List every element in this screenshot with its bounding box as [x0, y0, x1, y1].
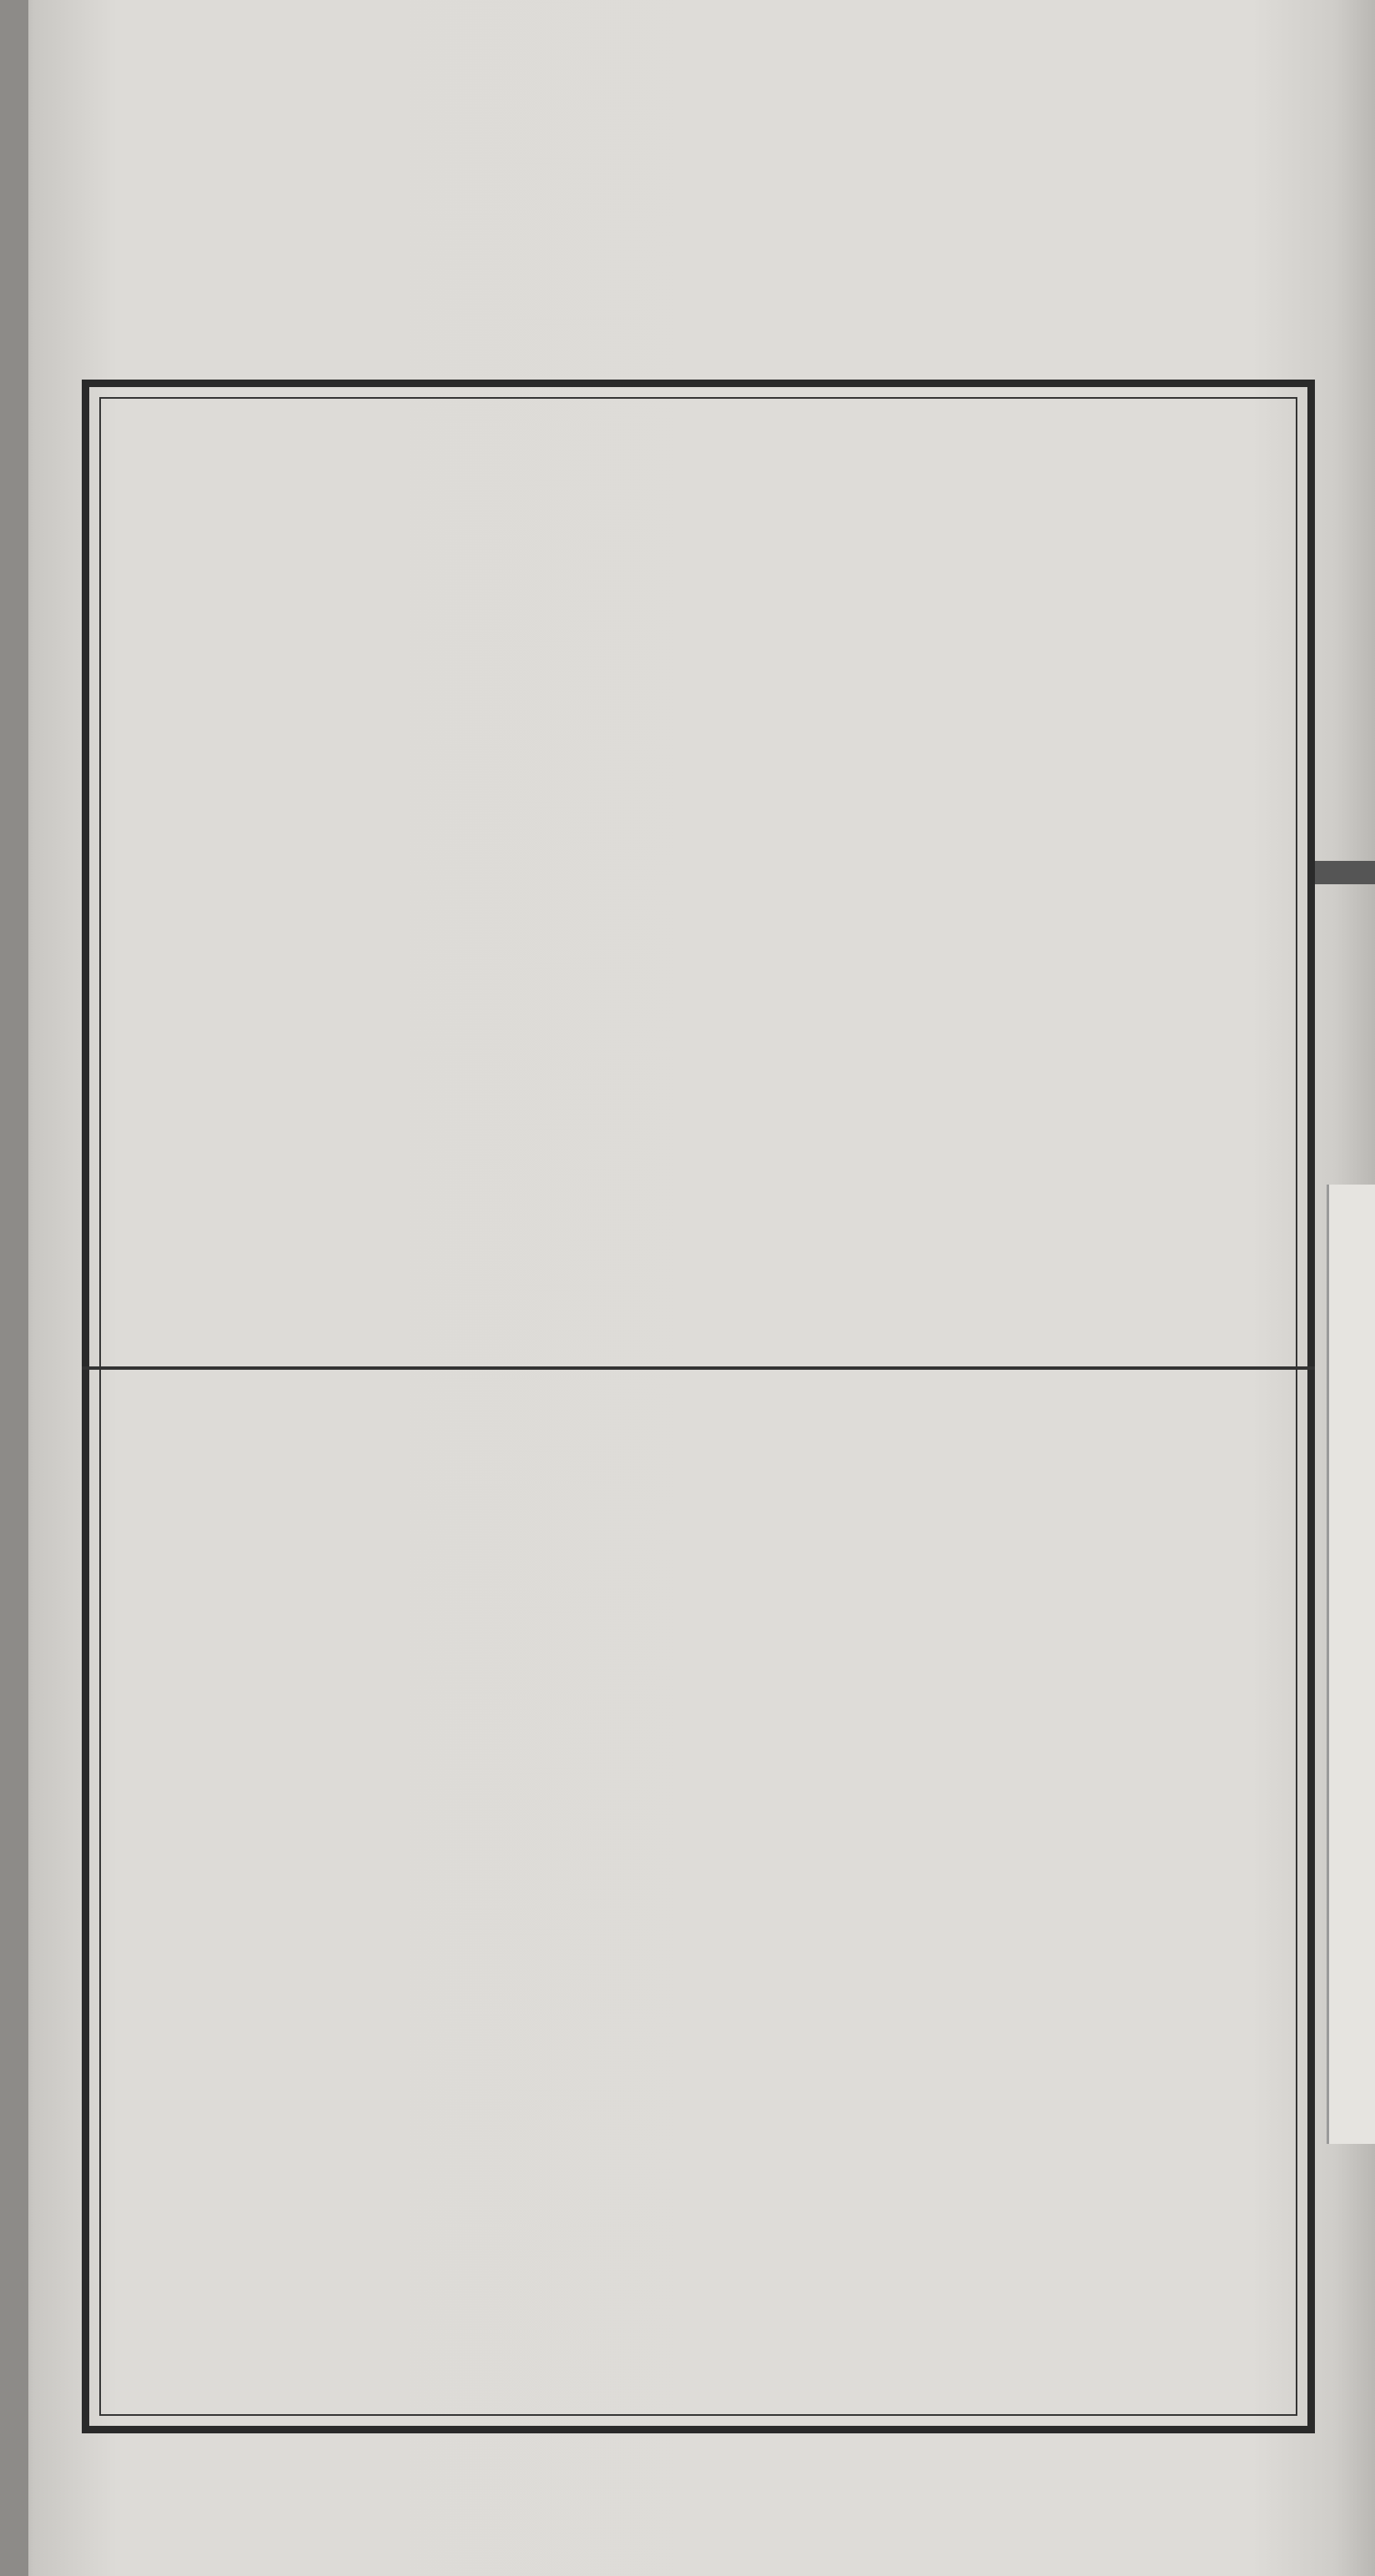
- margin-strip: [1327, 1185, 1375, 2144]
- page-tab-marker: [1308, 861, 1375, 884]
- section-divider: [82, 1366, 1315, 1370]
- page-frame: [82, 380, 1315, 2433]
- book-binding-edge: [0, 0, 28, 2576]
